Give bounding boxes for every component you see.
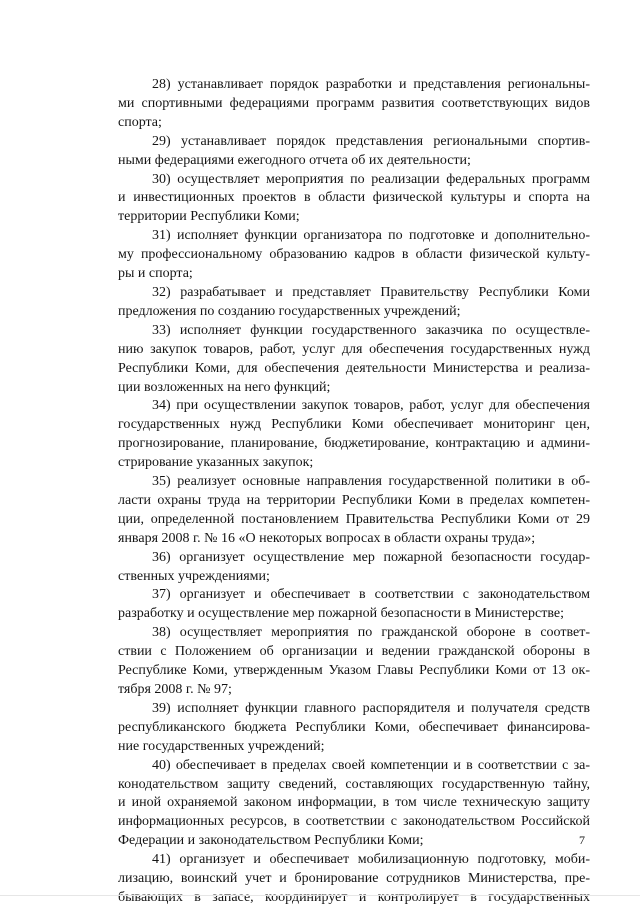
paragraph-line: предложения по созданию государственных учреждений; [118, 303, 461, 319]
paragraph-item [118, 624, 590, 700]
paragraph-line: 35) реализует основные направления государственной политики в об- [152, 474, 590, 490]
paragraph-line: 33) исполняет функции государственного заказчика по осуществле- [152, 322, 590, 338]
paragraph-line: ры и спорта; [118, 266, 193, 282]
paragraph-line: стрирование указанных закупок; [118, 455, 314, 471]
paragraph-line: ции, определенной постановлением Правительства Республики Коми от 29 [118, 511, 590, 527]
paragraph-item [118, 549, 590, 587]
document-body [118, 76, 590, 908]
paragraph-item [118, 473, 590, 549]
paragraph-line: и инвестиционных проектов в области физической культуры и спорта на [118, 190, 590, 206]
paragraph-line: разработку и осуществление мер пожарной безопасности в Министерстве; [118, 606, 564, 622]
paragraph-line: 32) разрабатывает и представляет Правительству Республики Коми [152, 284, 590, 300]
paragraph-line: 40) обеспечивает в пределах своей компетенции и в соответствии с за- [152, 757, 590, 773]
paragraph-item [118, 397, 590, 473]
paragraph-item [118, 171, 590, 228]
paragraph-line: 29) устанавливает порядок представления региональными спортив- [152, 133, 590, 149]
paragraph-line: 37) организует и обеспечивает в соответствии с законодательством [152, 587, 590, 603]
paragraph-item [118, 851, 590, 908]
paragraph-line: бывающих в запасе, координирует и контролирует в государственных [118, 889, 590, 905]
paragraph-line: ми спортивными федерациями программ развития соответствующих видов [118, 95, 590, 111]
paragraph-line: тября 2008 г. № 97; [118, 682, 232, 697]
paragraph-line: нию закупок товаров, работ, услуг для обеспечения государственных нужд [118, 341, 590, 357]
paragraph-line: лизацию, воинский учет и бронирование сотрудников Министерства, пре- [118, 871, 590, 887]
paragraph-line: конодательством защиту сведений, составляющих государственную тайну, [118, 776, 590, 792]
paragraph-item [118, 76, 590, 133]
paragraph-line: ние государственных учреждений; [118, 738, 325, 754]
paragraph-line: Республике Коми, утвержденным Указом Главы Республики Коми от 13 ок- [118, 663, 590, 679]
paragraph-line: ласти охраны труда на территории Республики Коми в пределах компетен- [118, 492, 590, 508]
paragraph-line: ственных учреждениями; [118, 568, 270, 584]
paragraph-line: му профессиональному образованию кадров в области физической культу- [118, 247, 590, 263]
paragraph-item [118, 284, 590, 322]
page-bottom-edge [0, 895, 640, 896]
paragraph-line: государственных нужд Республики Коми обеспечивает мониторинг цен, [118, 417, 590, 433]
paragraph-line: Республики Коми, для обеспечения деятельности Министерства и реализа- [118, 360, 590, 376]
paragraph-item [118, 586, 590, 624]
paragraph-line: Федерации и законодательством Республики Коми; [118, 833, 424, 849]
paragraph-line: 34) при осуществлении закупок товаров, работ, услуг для обеспечения [152, 398, 590, 414]
paragraph-line: 30) осуществляет мероприятия по реализации федеральных программ [152, 171, 590, 187]
paragraph-line: 28) устанавливает порядок разработки и представления региональны- [152, 77, 590, 92]
page-number: 7 [579, 833, 585, 847]
paragraph-line: 41) организует и обеспечивает мобилизационную подготовку, моби- [152, 852, 590, 868]
paragraph-line: 38) осуществляет мероприятия по гражданской обороне в соответ- [152, 625, 590, 641]
paragraph-line: территории Республики Коми; [118, 209, 300, 225]
paragraph-line: ными федерациями ежегодного отчета об их деятельности; [118, 152, 471, 168]
paragraph-line: января 2008 г. № 16 «О некоторых вопросах в области охраны труда»; [118, 530, 536, 546]
paragraph-item [118, 700, 590, 757]
paragraph-line: ции возложенных на него функций; [118, 379, 331, 395]
paragraph-line: спорта; [118, 114, 162, 130]
paragraph-line: и иной охраняемой законом информации, в том числе техническую защиту [118, 795, 590, 811]
paragraph-line: информационных ресурсов, в соответствии с законодательством Российской [118, 814, 590, 830]
paragraph-line: 31) исполняет функции организатора по подготовке и дополнительно- [152, 228, 590, 244]
paragraph-item [118, 322, 590, 398]
paragraph-item [118, 757, 590, 852]
paragraph-line: ствии с Положением об организации и ведении гражданской обороны в [118, 644, 590, 660]
paragraph-line: прогнозирование, планирование, бюджетирование, контрактацию и админи- [118, 436, 590, 452]
paragraph-line: республиканского бюджета Республики Коми, обеспечивает финансирова- [118, 719, 590, 735]
paragraph-line: 39) исполняет функции главного распорядителя и получателя средств [152, 700, 590, 716]
paragraph-line: 36) организует осуществление мер пожарной безопасности государ- [152, 549, 590, 565]
paragraph-item [118, 227, 590, 284]
paragraph-item [118, 133, 590, 171]
